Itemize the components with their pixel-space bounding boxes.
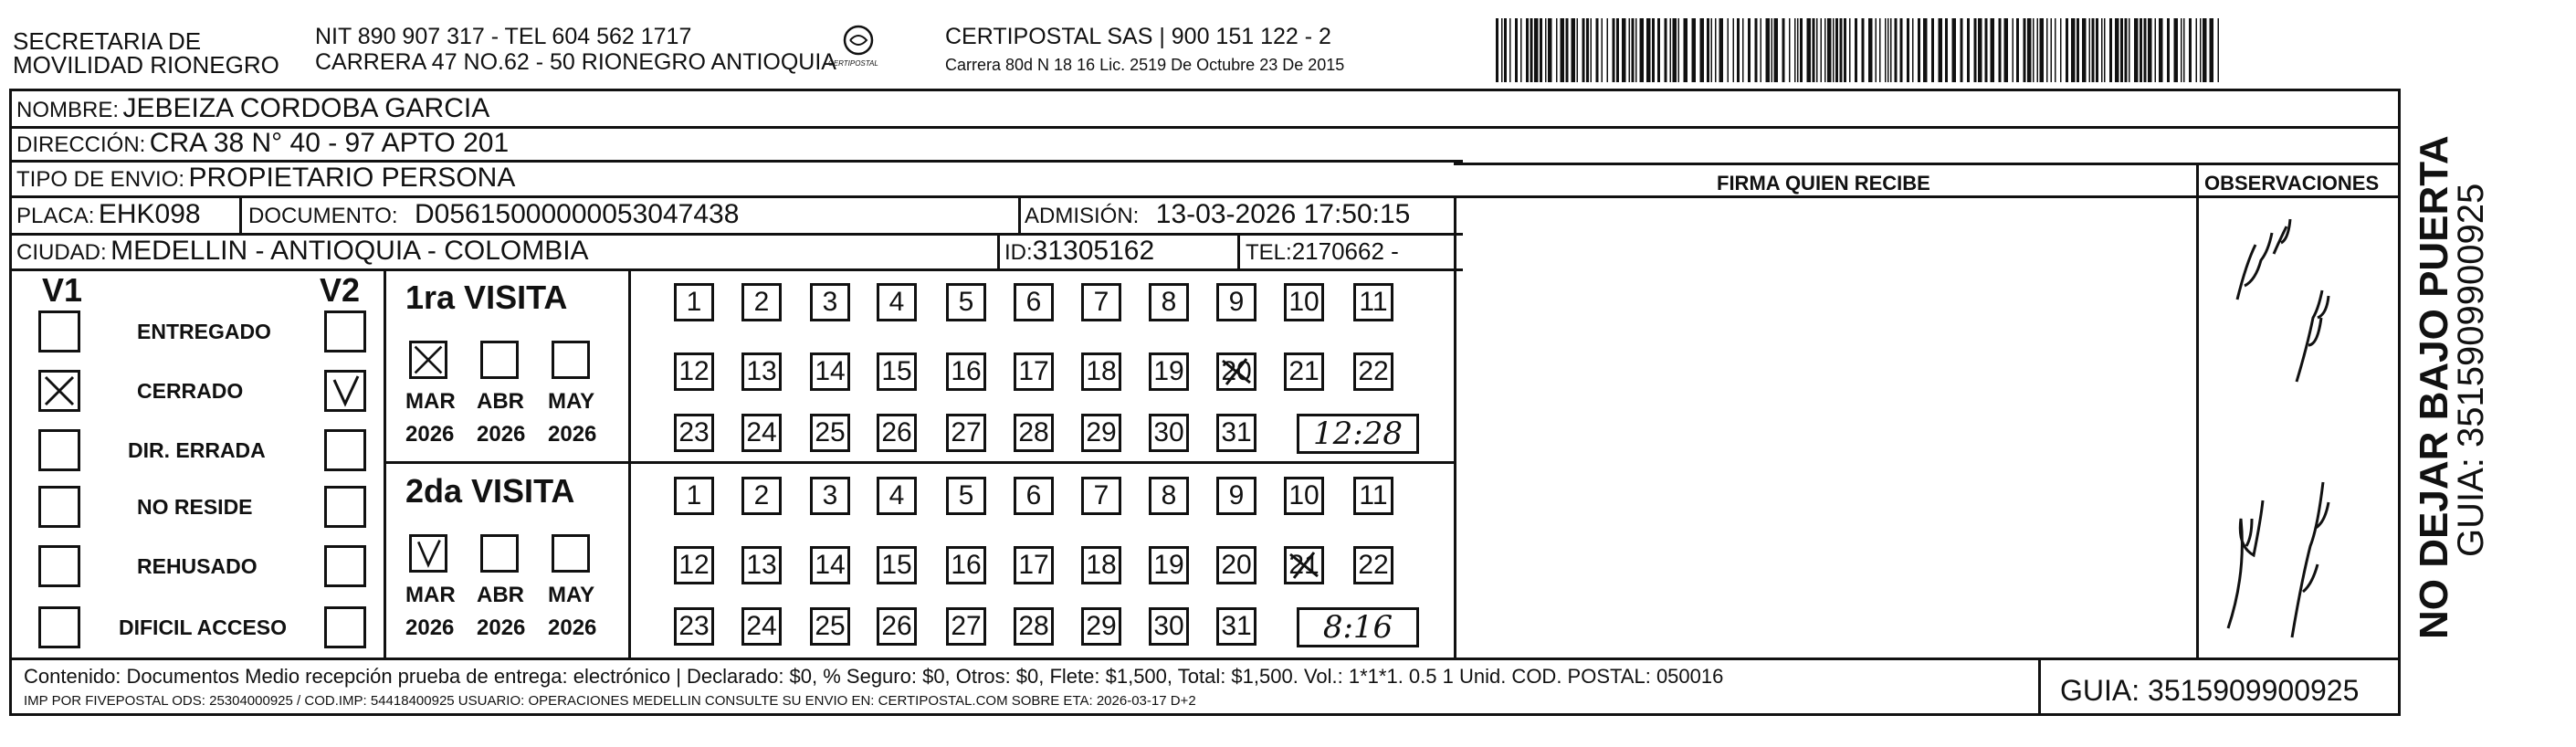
barcode-bar [1794, 18, 1796, 82]
day-box[interactable]: 6 [1014, 283, 1054, 321]
v2-checkbox[interactable] [324, 486, 366, 528]
barcode-bar [1748, 18, 1751, 82]
imp-line: IMP POR FIVEPOSTAL ODS: 25304000925 / COD.IMP: 54418400925 USUARIO: OPERACIONES MEDELLIN CONSULTE SU ENVIO EN: CERTIPOSTAL.COM SOBRE ETA: 2026-03-17 D+2 [24, 693, 1196, 709]
license-line: Carrera 80d N 18 16 Lic. 2519 De Octubre 23 De 2015 [945, 56, 1345, 74]
year-label: 2026 [477, 422, 526, 447]
day-box[interactable]: 9 [1216, 477, 1256, 515]
barcode-bar [1974, 18, 1977, 82]
tel-row [1246, 239, 1399, 264]
day-box[interactable]: 22 [1353, 546, 1393, 584]
day-box[interactable]: 16 [946, 352, 986, 391]
barcode-bar [1652, 18, 1655, 82]
barcode-bar [2134, 18, 2139, 82]
day-box[interactable]: 14 [810, 546, 850, 584]
barcode-bar [1622, 18, 1626, 82]
admision-row [1025, 201, 1410, 228]
barcode-bar [2144, 18, 2147, 82]
barcode-bar [1900, 18, 1903, 82]
barcode-bar [1800, 18, 1803, 82]
day-box[interactable]: 4 [877, 477, 917, 515]
day-box[interactable]: 15 [877, 352, 917, 391]
barcode-bar [2037, 18, 2039, 82]
v2-checkbox[interactable] [324, 429, 366, 471]
barcode-bar [2027, 18, 2032, 82]
barcode-bar [1849, 18, 1851, 82]
day-box[interactable]: 9 [1216, 283, 1256, 321]
day-box[interactable]: 20 [1216, 352, 1256, 391]
no-dejar-bajo-puerta: NO DEJAR BAJO PUERTA [2412, 135, 2456, 639]
barcode-bar [1907, 18, 1909, 82]
barcode-bar [1772, 18, 1773, 82]
barcode-bar [1526, 18, 1529, 82]
month-checkbox[interactable] [480, 534, 519, 573]
day-box[interactable]: 29 [1081, 414, 1121, 452]
barcode-bar [2013, 18, 2014, 82]
barcode-bar [1719, 18, 1724, 82]
barcode-bar [2071, 18, 2076, 82]
barcode-bar [1515, 18, 1518, 82]
barcode-bar [1885, 18, 1887, 82]
barcode-bar [1504, 18, 1507, 82]
barcode-bar [1715, 18, 1717, 82]
month-label: MAY [548, 389, 595, 414]
barcode-bar [2125, 18, 2128, 82]
day-box[interactable]: 14 [810, 352, 850, 391]
day-box[interactable]: 25 [810, 607, 850, 646]
barcode-bar [2210, 18, 2214, 82]
signature-area[interactable] [1457, 199, 2195, 656]
barcode-bar [2189, 18, 2192, 82]
barcode-bar [2183, 18, 2185, 82]
barcode-bar [1789, 18, 1791, 82]
barcode-bar [1501, 18, 1503, 82]
day-box[interactable]: 23 [674, 414, 714, 452]
day-box[interactable]: 10 [1284, 283, 1324, 321]
day-box[interactable]: 20 [1216, 546, 1256, 584]
barcode-bar [1766, 18, 1771, 82]
day-box[interactable]: 27 [946, 414, 986, 452]
day-box[interactable]: 21 [1284, 352, 1324, 391]
day-box[interactable]: 27 [946, 607, 986, 646]
day-box[interactable]: 22 [1353, 352, 1393, 391]
barcode-bar [1876, 18, 1877, 82]
barcode-bar [1833, 18, 1835, 82]
barcode-bar [1840, 18, 1843, 82]
barcode-bar [1692, 18, 1697, 82]
tel-label: TEL: [1246, 240, 1292, 265]
visit-title: 1ra VISITA [405, 279, 568, 316]
month-label: MAR [405, 583, 456, 607]
day-box[interactable]: 1 [674, 477, 714, 515]
barcode-bar [1782, 18, 1785, 82]
ciudad-label: CIUDAD: [16, 240, 107, 265]
barcode-bar [1616, 18, 1619, 82]
barcode-bar [1918, 18, 1920, 82]
barcode-bar [1807, 18, 1812, 82]
barcode-bar [2096, 18, 2098, 82]
observaciones-label: OBSERVACIONES [2204, 172, 2380, 195]
barcode-bar [2109, 18, 2112, 82]
barcode-bar [2101, 18, 2103, 82]
barcode-bar [1887, 18, 1889, 82]
barcode-bar [1673, 18, 1677, 82]
barcode-bar [2060, 18, 2062, 82]
status-option-label: NO RESIDE [137, 495, 253, 519]
barcode-bar [1797, 18, 1799, 82]
barcode-bar [1670, 18, 1672, 82]
day-box[interactable]: 19 [1149, 546, 1189, 584]
month-checkbox[interactable] [552, 341, 590, 379]
barcode-bar [1582, 18, 1585, 82]
admision-label: ADMISIÓN: [1025, 204, 1140, 228]
day-box[interactable]: 7 [1081, 477, 1121, 515]
barcode-bar [2082, 18, 2087, 82]
documento-row [248, 201, 739, 228]
barcode-bar [1591, 18, 1593, 82]
barcode-bar [2040, 18, 2045, 82]
barcode-bar [1602, 18, 1603, 82]
barcode-bar [1824, 18, 1826, 82]
barcode-bar [1862, 18, 1865, 82]
barcode-bar [1952, 18, 1957, 82]
barcode-bar [2033, 18, 2035, 82]
day-box[interactable]: 31 [1216, 414, 1256, 452]
ciudad-row [16, 237, 589, 265]
day-box[interactable]: 29 [1081, 607, 1121, 646]
barcode-bar [2115, 18, 2119, 82]
v1-checkbox[interactable] [38, 370, 80, 412]
contenido-line: Contenido: Documentos Medio recepción prueba de entrega: electrónico | Declarado: $0, % Seguro: $0, Otros: $0, Flete: $1,500, Total: $1,500. Vol.: 1*1*1. 0.5 1 Unid. COD. POSTAL: 050016 [24, 665, 1724, 688]
day-box[interactable]: 17 [1014, 546, 1054, 584]
barcode [1494, 18, 2224, 82]
barcode-bar [1596, 18, 1599, 82]
barcode-bar [2066, 18, 2068, 82]
barcode-bar [1890, 18, 1892, 82]
barcode-bar [1556, 18, 1558, 82]
barcode-bar [1728, 18, 1730, 82]
firma-label: FIRMA QUIEN RECIBE [1717, 172, 1930, 195]
logo-text: CERTIPOSTAL [828, 59, 878, 68]
day-box[interactable]: 21 [1284, 546, 1324, 584]
v1-label: V1 [42, 271, 83, 309]
visit-time: 12:28 [1297, 414, 1419, 454]
barcode-bar [2016, 18, 2019, 82]
day-box[interactable]: 6 [1014, 477, 1054, 515]
status-option-label: ENTREGADO [137, 320, 271, 343]
month-label: MAY [548, 583, 595, 607]
v1-checkbox[interactable] [38, 486, 80, 528]
barcode-bar [2181, 18, 2182, 82]
barcode-bar [1700, 18, 1705, 82]
year-label: 2026 [405, 422, 455, 447]
status-option-label: DIR. ERRADA [128, 438, 266, 462]
barcode-bar [1827, 18, 1832, 82]
barcode-bar [2046, 18, 2048, 82]
barcode-bar [1821, 18, 1823, 82]
barcode-bar [1530, 18, 1533, 82]
month-checkbox[interactable] [409, 534, 447, 573]
day-box[interactable]: 11 [1353, 477, 1393, 515]
month-label: ABR [477, 583, 524, 607]
barcode-bar [2196, 18, 2198, 82]
nombre-label: NOMBRE: [16, 98, 120, 122]
day-box[interactable]: 7 [1081, 283, 1121, 321]
nombre-value: JEBEIZA CORDOBA GARCIA [122, 93, 490, 123]
day-box[interactable]: 10 [1284, 477, 1324, 515]
day-box[interactable]: 15 [877, 546, 917, 584]
year-label: 2026 [548, 422, 597, 447]
month-label: MAR [405, 389, 456, 414]
barcode-bar [1931, 18, 1934, 82]
barcode-bar [1733, 18, 1735, 82]
barcode-bar [1520, 18, 1522, 82]
barcode-bar [1632, 18, 1635, 82]
v2-checkbox[interactable] [324, 545, 366, 587]
barcode-bar [1868, 18, 1873, 82]
barcode-bar [1939, 18, 1943, 82]
day-box[interactable]: 31 [1216, 607, 1256, 646]
day-box[interactable]: 24 [741, 414, 782, 452]
barcode-bar [1540, 18, 1542, 82]
barcode-bar [1774, 18, 1779, 82]
placa-row [16, 201, 201, 228]
barcode-bar [1742, 18, 1744, 82]
visit-time: 8:16 [1297, 607, 1419, 647]
barcode-bar [2104, 18, 2106, 82]
nombre-row [16, 95, 489, 122]
barcode-bar [1586, 18, 1589, 82]
barcode-bar [2140, 18, 2142, 82]
day-box[interactable]: 8 [1149, 477, 1189, 515]
nit-line: NIT 890 907 317 - TEL 604 562 1717 [315, 24, 692, 49]
month-label: ABR [477, 389, 524, 414]
barcode-bar [2218, 18, 2220, 82]
org-name-line1: SECRETARIA DE [13, 27, 202, 55]
day-box[interactable]: 12 [674, 352, 714, 391]
barcode-bar [2167, 18, 2170, 82]
month-checkbox[interactable] [480, 341, 519, 379]
day-box[interactable]: 18 [1081, 352, 1121, 391]
barcode-bar [1879, 18, 1881, 82]
barcode-bar [1607, 18, 1609, 82]
barcode-bar [1813, 18, 1815, 82]
day-box[interactable]: 25 [810, 414, 850, 452]
day-box[interactable]: 5 [946, 283, 986, 321]
certipostal-logo [826, 24, 890, 75]
barcode-bar [1684, 18, 1688, 82]
documento-value: D05615000000053047438 [415, 199, 740, 229]
company-line: CERTIPOSTAL SAS | 900 151 122 - 2 [945, 24, 1331, 49]
day-box[interactable]: 28 [1014, 607, 1054, 646]
admision-value: 13-03-2026 17:50:15 [1155, 199, 1411, 229]
day-box[interactable]: 5 [946, 477, 986, 515]
day-box[interactable]: 24 [741, 607, 782, 646]
v1-checkbox[interactable] [38, 606, 80, 648]
day-box[interactable]: 1 [674, 283, 714, 321]
day-box[interactable]: 26 [877, 607, 917, 646]
id-label: ID: [1004, 240, 1033, 265]
status-option-label: CERRADO [137, 379, 244, 403]
placa-value: EHK098 [98, 199, 201, 229]
day-box[interactable]: 23 [674, 607, 714, 646]
barcode-bar [1534, 18, 1539, 82]
v1-checkbox[interactable] [38, 429, 80, 471]
barcode-bar [2159, 18, 2163, 82]
day-box[interactable]: 3 [810, 283, 850, 321]
barcode-bar [1923, 18, 1928, 82]
v2-checkbox[interactable] [324, 310, 366, 352]
visit-title: 2da VISITA [405, 472, 575, 510]
footer-guia: GUIA: 3515909900925 [2060, 674, 2360, 707]
barcode-bar [2120, 18, 2123, 82]
month-checkbox[interactable] [409, 341, 447, 379]
barcode-bar [2148, 18, 2152, 82]
day-box[interactable]: 28 [1014, 414, 1054, 452]
day-box[interactable]: 8 [1149, 283, 1189, 321]
barcode-bar [1999, 18, 2002, 82]
barcode-bar [1496, 18, 1498, 82]
barcode-bar [1678, 18, 1680, 82]
status-option-label: DIFICIL ACCESO [119, 615, 288, 639]
tel-value: 2170662 - [1291, 237, 1399, 265]
tipo-label: TIPO DE ENVIO: [16, 167, 185, 192]
day-box[interactable]: 3 [810, 477, 850, 515]
day-box[interactable]: 17 [1014, 352, 1054, 391]
day-box[interactable]: 2 [741, 283, 782, 321]
org-name-line2: MOVILIDAD RIONEGRO [13, 51, 279, 79]
barcode-bar [1665, 18, 1667, 82]
barcode-bar [1635, 18, 1637, 82]
day-box[interactable]: 11 [1353, 283, 1393, 321]
barcode-bar [2089, 18, 2091, 82]
v2-label: V2 [320, 271, 361, 309]
direccion-row [16, 130, 509, 157]
day-box[interactable]: 16 [946, 546, 986, 584]
direccion-value: CRA 38 N° 40 - 97 APTO 201 [149, 128, 510, 158]
barcode-bar [1561, 18, 1565, 82]
barcode-bar [1978, 18, 1982, 82]
tipo-value: PROPIETARIO PERSONA [188, 163, 516, 193]
barcode-bar [1577, 18, 1579, 82]
barcode-bar [2203, 18, 2207, 82]
day-box[interactable]: 19 [1149, 352, 1189, 391]
month-checkbox[interactable] [552, 534, 590, 573]
v2-checkbox[interactable] [324, 606, 366, 648]
barcode-bar [1761, 18, 1762, 82]
v1-checkbox[interactable] [38, 545, 80, 587]
status-option-label: REHUSADO [137, 554, 258, 578]
day-box[interactable]: 13 [741, 352, 782, 391]
barcode-bar [1711, 18, 1713, 82]
year-label: 2026 [548, 615, 597, 640]
barcode-bar [1912, 18, 1914, 82]
day-box[interactable]: 12 [674, 546, 714, 584]
barcode-bar [1855, 18, 1857, 82]
placa-label: PLACA: [16, 204, 95, 228]
barcode-bar [1961, 18, 1963, 82]
day-box[interactable]: 26 [877, 414, 917, 452]
address-line: CARRERA 47 NO.62 - 50 RIONEGRO ANTIOQUIA [315, 49, 836, 75]
barcode-bar [2200, 18, 2202, 82]
barcode-bar [2055, 18, 2056, 82]
barcode-bar [1548, 18, 1552, 82]
id-row [1004, 237, 1154, 265]
day-box[interactable]: 4 [877, 283, 917, 321]
barcode-bar [1991, 18, 1995, 82]
day-box[interactable]: 2 [741, 477, 782, 515]
barcode-bar [1545, 18, 1547, 82]
barcode-bar [1640, 18, 1645, 82]
barcode-bar [1967, 18, 1970, 82]
day-box[interactable]: 13 [741, 546, 782, 584]
day-box[interactable]: 30 [1149, 607, 1189, 646]
barcode-bar [2129, 18, 2130, 82]
barcode-bar [1509, 18, 1511, 82]
v1-checkbox[interactable] [38, 310, 80, 352]
ciudad-value: MEDELLIN - ANTIOQUIA - COLOMBIA [110, 236, 589, 266]
id-value: 31305162 [1032, 236, 1155, 266]
side-guia: GUIA: 3515909900925 [2451, 183, 2491, 557]
barcode-bar [1629, 18, 1631, 82]
barcode-bar [1835, 18, 1838, 82]
barcode-bar [1816, 18, 1818, 82]
barcode-bar [1646, 18, 1651, 82]
barcode-bar [1945, 18, 1948, 82]
barcode-bar [1895, 18, 1898, 82]
barcode-bar [2024, 18, 2026, 82]
barcode-bar [1755, 18, 1758, 82]
barcode-bar [1657, 18, 1660, 82]
barcode-bar [1566, 18, 1569, 82]
barcode-bar [2004, 18, 2009, 82]
direccion-label: DIRECCIÓN: [16, 132, 146, 157]
observation-handwriting [2201, 199, 2400, 656]
barcode-bar [1737, 18, 1740, 82]
barcode-bar [1985, 18, 1988, 82]
barcode-bar [2077, 18, 2079, 82]
barcode-bar [1707, 18, 1709, 82]
year-label: 2026 [405, 615, 455, 640]
barcode-bar [1613, 18, 1615, 82]
day-box[interactable]: 30 [1149, 414, 1189, 452]
barcode-bar [2174, 18, 2179, 82]
barcode-bar [2051, 18, 2053, 82]
barcode-bar [1572, 18, 1576, 82]
barcode-bar [2155, 18, 2157, 82]
documento-label: DOCUMENTO: [248, 204, 398, 228]
barcode-bar [2092, 18, 2095, 82]
barcode-bar [1844, 18, 1846, 82]
v2-checkbox[interactable] [324, 370, 366, 412]
year-label: 2026 [477, 615, 526, 640]
tipo-row [16, 164, 515, 192]
day-box[interactable]: 18 [1081, 546, 1121, 584]
